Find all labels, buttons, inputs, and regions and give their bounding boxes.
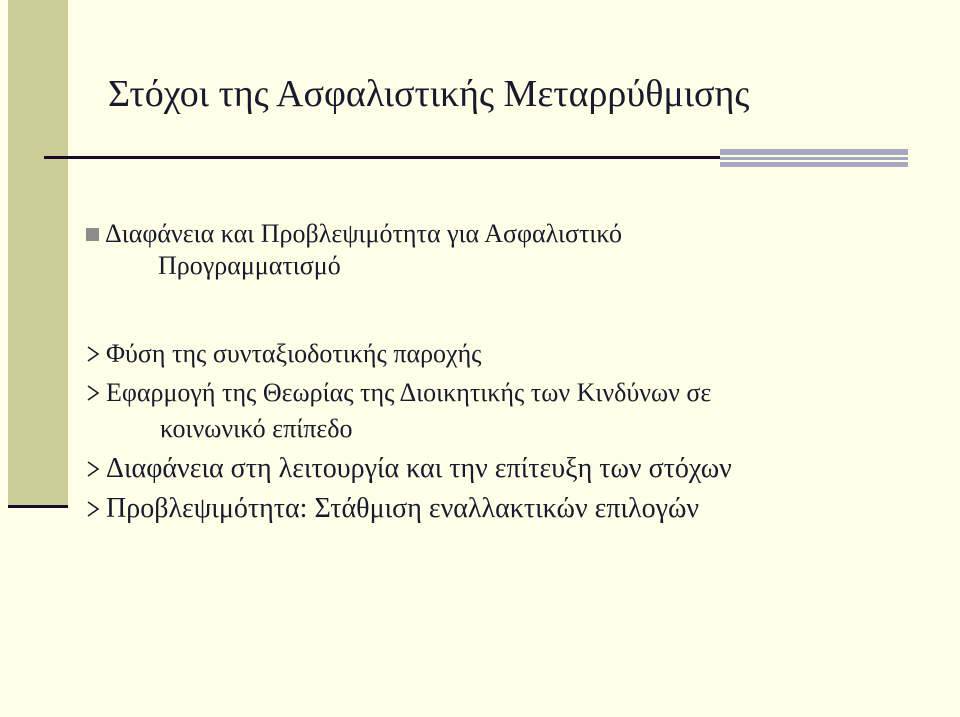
- sub-bullet-2-continuation: κοινωνικό επίπεδο: [160, 414, 353, 443]
- sub-bullet-text: Διαφάνεια στη λειτουργία και την επίτευξη των στόχων: [106, 453, 732, 484]
- accent-bar: [720, 149, 908, 155]
- square-bullet-icon: [86, 228, 99, 241]
- title-rule: [44, 156, 720, 159]
- arrow-bullet-icon: [86, 346, 100, 362]
- arrow-bullet-icon: [86, 385, 100, 401]
- sub-bullet-text: Φύση της συνταξιοδοτικής παροχής: [106, 339, 482, 368]
- sub-bullet-text: Προβλεψιμότητα: Στάθμιση εναλλακτικών επιλογών: [106, 493, 700, 524]
- left-band-underline: [8, 505, 68, 508]
- arrow-bullet-icon: [86, 501, 100, 517]
- main-bullet-text: [105, 218, 805, 282]
- accent-bar: [720, 162, 908, 167]
- accent-bar: [720, 157, 908, 160]
- title-accent-bars: [720, 149, 908, 167]
- main-bullet-line2: Προγραμματισμό: [158, 251, 341, 280]
- left-decorative-band: [8, 0, 68, 506]
- sub-bullet-text: Εφαρμογή της Θεωρίας της Διοικητικής των Κινδύνων σε: [106, 378, 712, 407]
- arrow-bullet-icon: [86, 461, 100, 477]
- main-bullet-line1: Διαφάνεια και Προβλεψιμότητα για Ασφαλιστικό: [105, 219, 622, 248]
- slide-title: Στόχοι της Ασφαλιστικής Μεταρρύθμισης: [108, 73, 750, 115]
